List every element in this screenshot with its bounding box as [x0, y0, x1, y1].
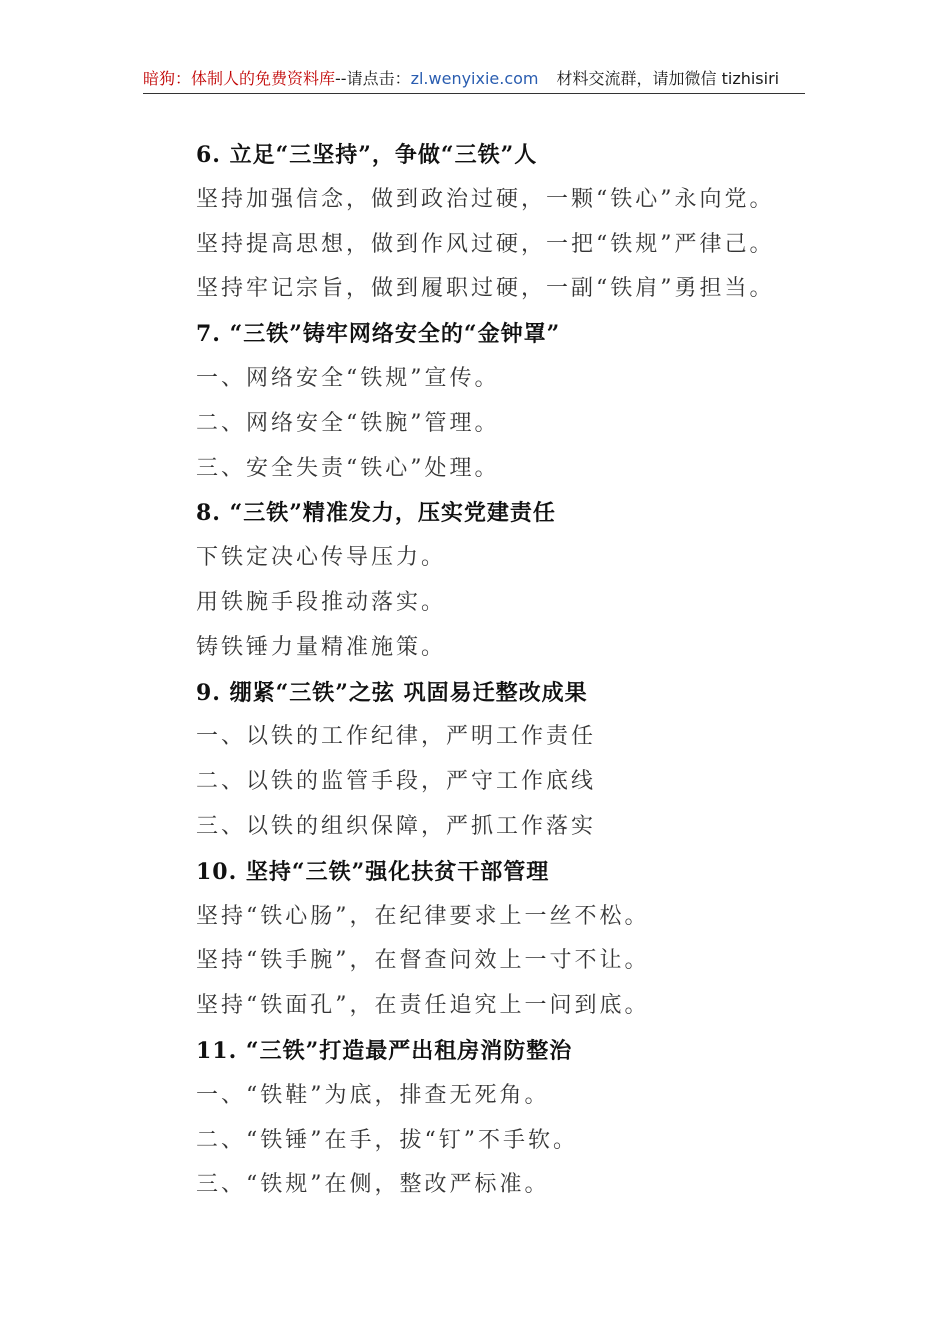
list-item: 三、安全失责“铁心”处理。: [196, 455, 500, 481]
list-item: 一、网络安全“铁规”宣传。: [196, 365, 500, 391]
list-item: 坚持加强信念，做到政治过硬，一颗“铁心”永向党。: [196, 186, 775, 212]
section-title: 6. 立足“三坚持”，争做“三铁”人: [196, 142, 538, 168]
section-title: 10. 坚持“三铁”强化扶贫干部管理: [196, 858, 550, 885]
section-title: 7. “三铁”铸牢网络安全的“金钟罩”: [196, 321, 561, 348]
list-item: 坚持“铁面孔”，在责任追究上一问到底。: [196, 993, 650, 1019]
list-item: 坚持提高思想，做到作风过硬，一把“铁规”严律己。: [196, 231, 775, 257]
section-title: 8. “三铁”精准发力，压实党建责任: [196, 500, 556, 527]
header-link[interactable]: zl.wenyixie.com: [410, 69, 539, 88]
section-title: 11. “三铁”打造最严出租房消防整治: [196, 1037, 573, 1064]
list-item: 下铁定决心传导压力。: [196, 545, 447, 571]
header-brand: 暗狗：体制人的免费资料库: [143, 69, 336, 88]
list-item: 一、“铁鞋”为底，排查无死角。: [196, 1082, 550, 1108]
section-title: 9. 绷紧“三铁”之弦 巩固易迁整改成果: [196, 679, 588, 706]
list-item: 坚持“铁心肠”，在纪律要求上一丝不松。: [196, 903, 650, 929]
list-item: 铸铁锤力量精准施策。: [196, 634, 447, 660]
header-contact: 材料交流群，请加微信 tizhisiri: [556, 69, 780, 88]
list-item: 坚持牢记宗旨，做到履职过硬，一副“铁肩”勇担当。: [196, 276, 775, 302]
list-item: 二、“铁锤”在手，拔“钉”不手软。: [196, 1127, 578, 1153]
list-item: 二、网络安全“铁腕”管理。: [196, 410, 500, 436]
document-body: [196, 133, 836, 1208]
list-item: 三、“铁规”在侧，整改严标准。: [196, 1172, 550, 1198]
list-item: 用铁腕手段推动落实。: [196, 589, 447, 615]
page-header: [143, 66, 805, 92]
header-prompt: --请点击：: [335, 69, 411, 88]
list-item: 一、以铁的工作纪律，严明工作责任: [196, 724, 597, 750]
header-divider: [143, 93, 805, 94]
list-item: 坚持“铁手腕”，在督查问效上一寸不让。: [196, 948, 650, 974]
list-item: 二、以铁的监管手段，严守工作底线: [196, 769, 597, 795]
list-item: 三、以铁的组织保障，严抓工作落实: [196, 813, 597, 839]
